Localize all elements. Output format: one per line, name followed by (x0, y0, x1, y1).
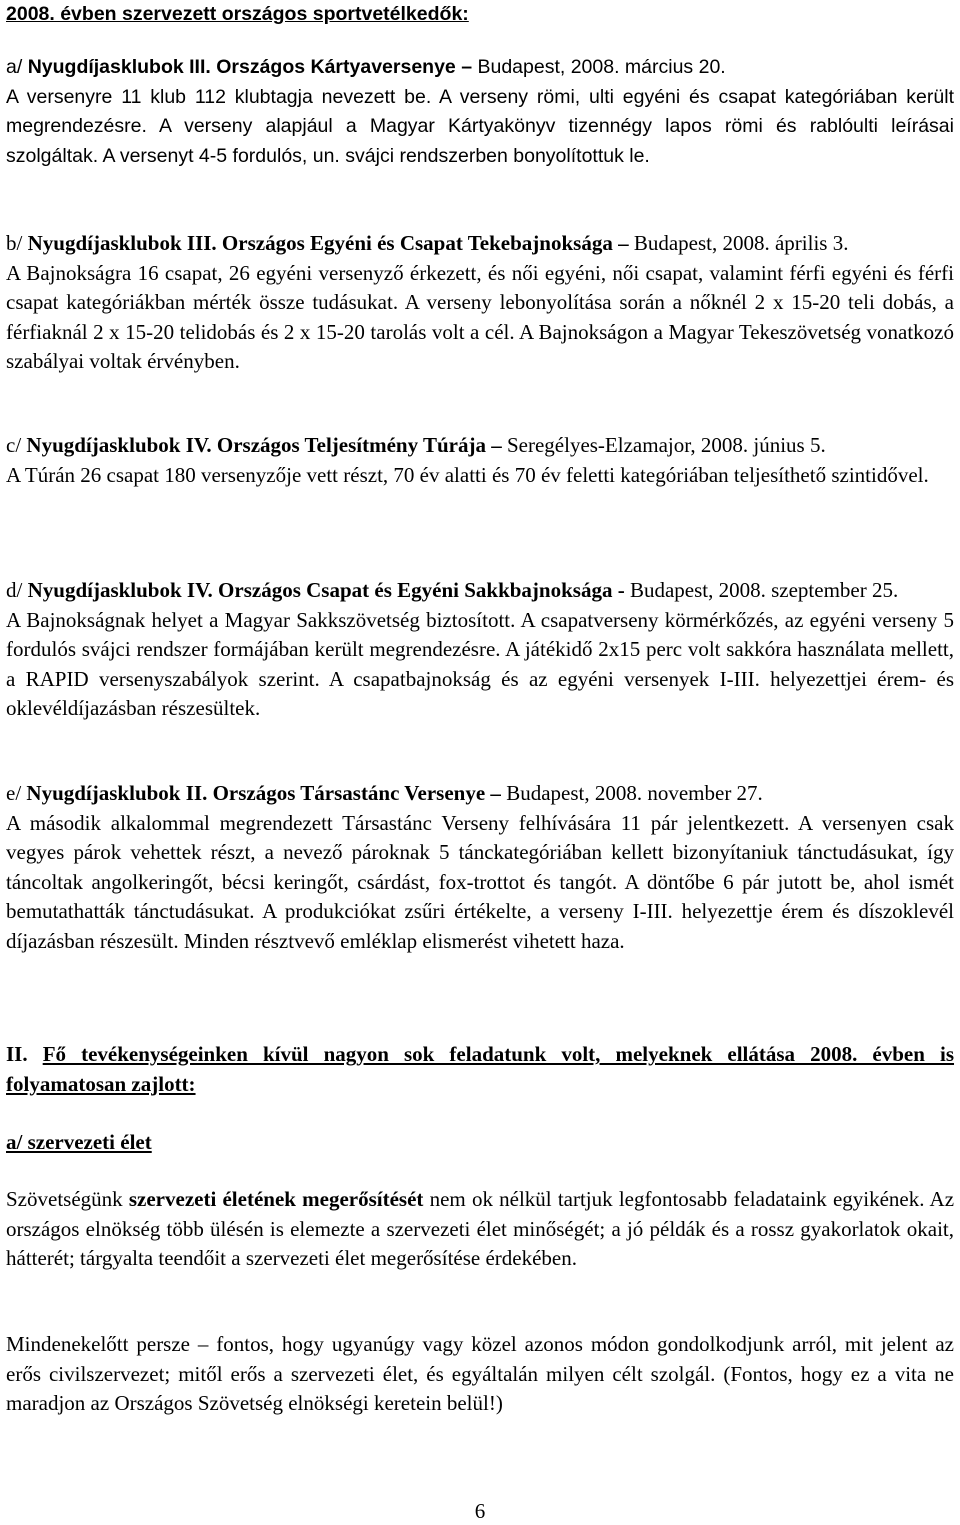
section-b (6, 229, 954, 377)
section-d-place-date: Budapest, 2008. szeptember 25. (629, 578, 899, 602)
section-c-place-date: Seregélyes-Elzamajor, 2008. június 5. (506, 433, 826, 457)
section-a (6, 53, 954, 171)
section-a-body: A versenyre 11 klub 112 klubtagja nevezett be. A verseny römi, ulti egyéni és csapat kategóriában került megrendezésre. A verseny alapjául a Magyar Kártyakönyv tizennégy lapos römi és rablóulti leírásai szolgáltak. A versenyt 4-5 fordulós, un. svájci rendszerben bonyolítottuk le. (6, 85, 954, 167)
subsection-a-paragraph-1 (6, 1185, 954, 1274)
section-c-prefix: c/ (6, 433, 22, 457)
section-d (6, 576, 954, 724)
section-2-heading (6, 1040, 954, 1099)
section-d-title: Nyugdíjasklubok IV. Országos Csapat és Egyéni Sakkbajnoksága - (27, 578, 625, 602)
page-heading: 2008. évben szervezett országos sportvetélkedők: (6, 3, 469, 25)
section-b-prefix: b/ (6, 231, 23, 255)
page-number: 6 (474, 1499, 486, 1523)
subsection-a-title: a/ szervezeti élet (6, 1130, 152, 1154)
section-c-body: A Túrán 26 csapat 180 versenyzője vett részt, 70 év alatti és 70 év feletti kategóriában teljesíthető szintidővel. (6, 462, 929, 487)
section-e-title: Nyugdíjasklubok II. Országos Társastánc Versenye – (26, 781, 501, 805)
section-a-title: Nyugdíjasklubok III. Országos Kártyaversenye – (27, 56, 473, 78)
subsection-a-p1-bold: szervezeti életének megerősítését (128, 1187, 424, 1211)
section-d-body: A Bajnokságnak helyet a Magyar Sakkszövetség biztosított. A csapatverseny körmérkőzés, az egyéni verseny 5 fordulós svájci rendszer formájában került megrendezésre. A játékidő 2x15 perc volt sakkóra használata mellett, a RAPID versenyszabályok szerint. A csapatbajnokság és az egyéni versenyek I-III. helyezettjei érem- és oklevéldíjazásban részesültek. (6, 607, 954, 720)
section-c (6, 431, 954, 490)
section-d-prefix: d/ (6, 578, 23, 602)
subsection-a-paragraph-2: Mindenekelőtt persze – fontos, hogy ugyanúgy vagy közel azonos módon gondolkodjunk arról, mit jelent az erős civilszervezet; mitől erős a szervezeti élet, és egyáltalán milyen célt szolgál. (Fontos, hogy ez a vita ne maradjon az Országos Szövetség elnökségi keretein belül!) (6, 1332, 954, 1415)
section-e-prefix: e/ (6, 781, 22, 805)
section-a-place-date: Budapest, 2008. március 20. (477, 56, 726, 78)
section-2-title: Fő tevékenységeinken kívül nagyon sok feladatunk volt, melyeknek ellátása 2008. évben is folyamatosan zajlott: (6, 1042, 955, 1096)
section-e-place-date: Budapest, 2008. november 27. (506, 781, 763, 805)
section-c-title: Nyugdíjasklubok IV. Országos Teljesítmény Túrája – (26, 433, 502, 457)
subsection-a-p1-lead: Szövetségünk (6, 1187, 123, 1211)
section-e-body: A második alkalommal megrendezett Társastánc Verseny felhívására 11 pár jelentkezett. A versenyen csak vegyes párok vehettek részt, a nevező pároknak 5 tánckategóriában kellett bizonyítaniuk tánctudásukat, így táncoltak angolkeringőt, bécsi keringőt, csárdást, fox-trottot és tangót. A döntőbe 6 pár jutott be, ahol ismét bemutathatták tánctudásukat. A produkciókat zsűri értékelte, a verseny I-III. helyezettje érem és díszoklevél díjazásban részesült. Minden résztvevő emléklap elismerést vihetett haza. (6, 810, 954, 953)
section-2-number: II. (6, 1042, 28, 1066)
section-a-prefix: a/ (6, 56, 23, 78)
section-b-body: A Bajnokságra 16 csapat, 26 egyéni versenyző érkezett, és női egyéni, női csapat, valamint férfi egyéni és férfi csapat kategóriákban mérték össze tudásukat. A verseny lebonyolítása során a nőknél 2 x 15-20 teli dobás, a férfiaknál 2 x 15-20 telidobás és 2 x 15-20 tarolás volt a cél. A Bajnokságon a Magyar Tekeszövetség vonatkozó szabályai voltak érvényben. (6, 260, 954, 373)
subsection-a-p1-rest: nem ok nélkül tartjuk legfontosabb feladataink egyikének. Az országos elnökség több ülésén is elemezte a szervezeti élet minőségét; a jó példák és a rossz gyakorlatok okait, hátterét; tárgyalta teendőit a szervezeti élet megerősítése érdekében. (6, 1187, 955, 1270)
section-e (6, 779, 954, 956)
section-b-title: Nyugdíjasklubok III. Országos Egyéni és Csapat Tekebajnoksága – (27, 231, 629, 255)
section-b-place-date: Budapest, 2008. április 3. (633, 231, 849, 255)
